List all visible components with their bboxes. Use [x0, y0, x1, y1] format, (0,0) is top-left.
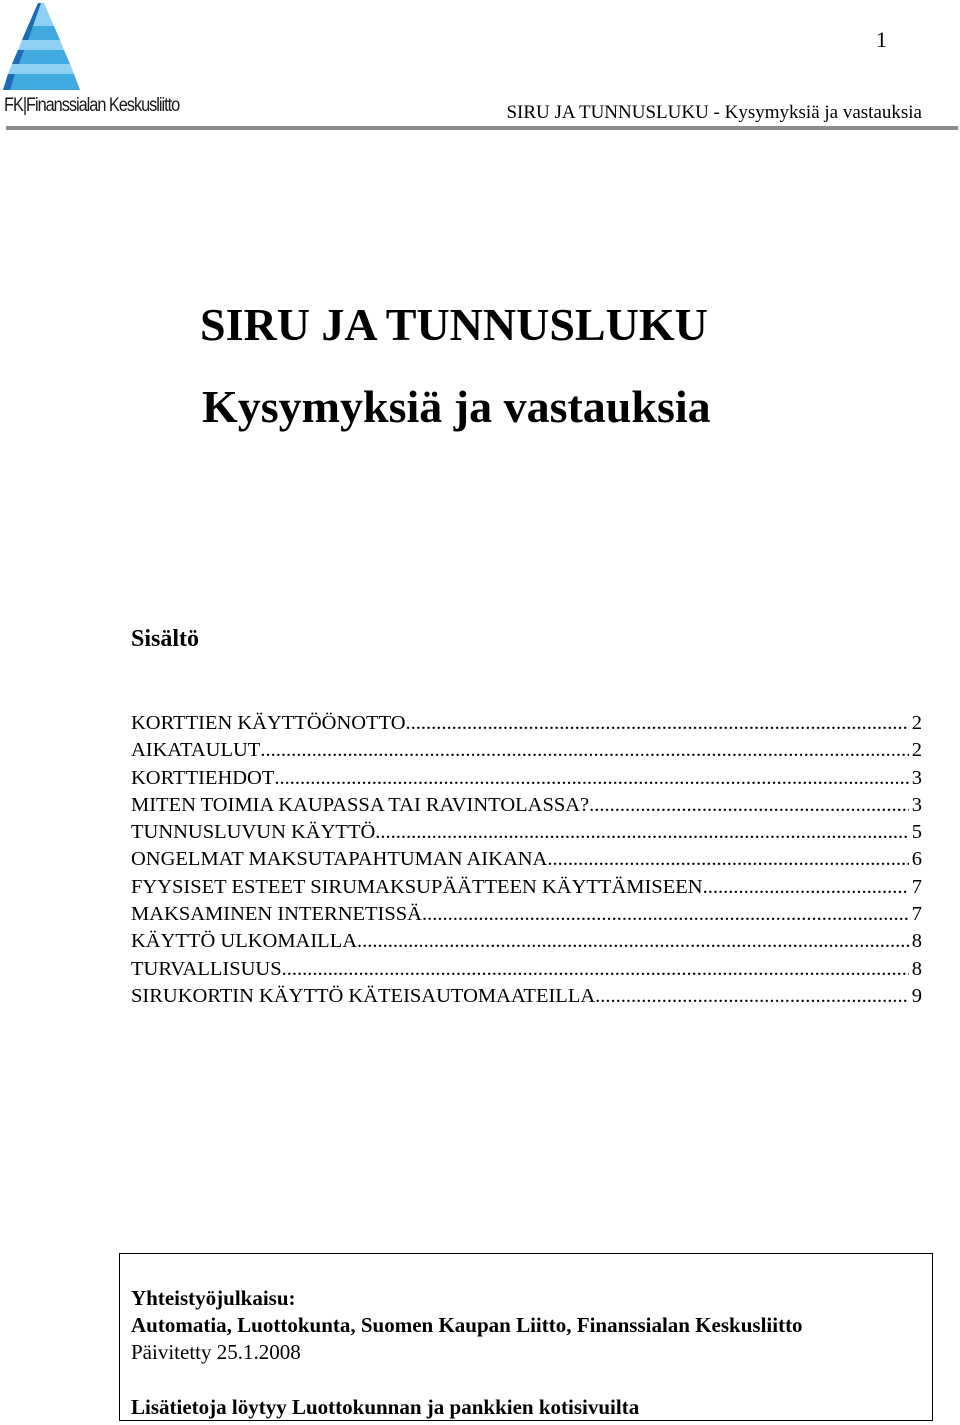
- toc-entry[interactable]: [131, 928, 922, 955]
- toc-entry-title: ONGELMAT MAKSUTAPAHTUMAN AIKANA: [131, 848, 548, 871]
- more-info-note: Lisätietoja löytyy Luottokunnan ja pankkien kotisivuilta: [131, 1395, 640, 1419]
- toc-entry-page: 7: [911, 875, 922, 898]
- toc-entry[interactable]: [131, 956, 922, 983]
- page-number: 1: [876, 27, 887, 52]
- publication-info-box: [119, 1253, 933, 1421]
- toc-entry-page: 2: [911, 712, 922, 734]
- toc-entry[interactable]: [131, 874, 922, 901]
- toc-entry-title: TURVALLISUUS: [131, 957, 282, 980]
- toc-entry[interactable]: [131, 846, 922, 873]
- document-title: SIRU JA TUNNUSLUKU: [200, 299, 708, 350]
- toc-dot-leader: [589, 792, 909, 819]
- toc-entry-title: MAKSAMINEN INTERNETISSÄ: [131, 903, 422, 926]
- toc-entry-page: 7: [911, 903, 922, 926]
- toc-entry[interactable]: [131, 983, 922, 1010]
- toc-heading: Sisältö: [131, 626, 200, 652]
- toc-dot-leader: [406, 710, 909, 737]
- logo-wordmark: FK|Finanssialan Keskusliitto: [4, 95, 180, 116]
- toc-entry-page: 3: [911, 793, 922, 816]
- toc-entry[interactable]: [131, 901, 922, 928]
- toc-entry-page: 3: [911, 766, 922, 789]
- table-of-contents: [131, 710, 922, 1010]
- toc-entry-title: TUNNUSLUVUN KÄYTTÖ: [131, 821, 376, 844]
- toc-dot-leader: [357, 928, 909, 955]
- organization-logo: [0, 0, 185, 125]
- header-divider: [6, 126, 958, 130]
- toc-entry-title: KÄYTTÖ ULKOMAILLA: [131, 930, 358, 953]
- toc-entry[interactable]: [131, 792, 922, 819]
- toc-entry[interactable]: [131, 737, 922, 764]
- toc-dot-leader: [422, 901, 909, 928]
- toc-dot-leader: [274, 765, 908, 792]
- document-subtitle: Kysymyksiä ja vastauksia: [202, 381, 711, 432]
- toc-entry-page: 6: [911, 848, 922, 871]
- toc-entry-page: 5: [911, 821, 922, 844]
- toc-entry[interactable]: [131, 710, 922, 737]
- updated-date: Päivitetty 25.1.2008: [131, 1340, 301, 1364]
- toc-entry[interactable]: [131, 765, 922, 792]
- running-header: SIRU JA TUNNUSLUKU - Kysymyksiä ja vastauksia: [506, 102, 922, 123]
- toc-entry-page: 2: [911, 739, 922, 762]
- toc-dot-leader: [595, 983, 909, 1010]
- toc-dot-leader: [547, 846, 908, 873]
- toc-entry[interactable]: [131, 819, 922, 846]
- toc-dot-leader: [375, 819, 908, 846]
- toc-entry-title: AIKATAULUT: [131, 739, 261, 762]
- toc-entry-title: KORTTIEN KÄYTTÖÖNOTTO: [131, 712, 406, 734]
- toc-dot-leader: [260, 737, 908, 764]
- toc-entry-title: MITEN TOIMIA KAUPASSA TAI RAVINTOLASSA?: [131, 793, 590, 816]
- toc-entry-title: SIRUKORTIN KÄYTTÖ KÄTEISAUTOMAATEILLA: [131, 984, 596, 1007]
- partner-list: Automatia, Luottokunta, Suomen Kaupan Liitto, Finanssialan Keskusliitto: [131, 1313, 803, 1337]
- toc-dot-leader: [703, 874, 909, 901]
- toc-entry-page: 8: [911, 957, 922, 980]
- stepped-triangle-logo-icon: [0, 0, 185, 100]
- toc-entry-page: 8: [911, 930, 922, 953]
- toc-entry-page: 9: [911, 984, 922, 1007]
- toc-dot-leader: [282, 956, 909, 983]
- toc-entry-title: KORTTIEHDOT: [131, 766, 275, 789]
- cooperation-label: Yhteistyöjulkaisu:: [131, 1286, 296, 1310]
- toc-entry-title: FYYSISET ESTEET SIRUMAKSUPÄÄTTEEN KÄYTTÄMISEEN: [131, 875, 703, 898]
